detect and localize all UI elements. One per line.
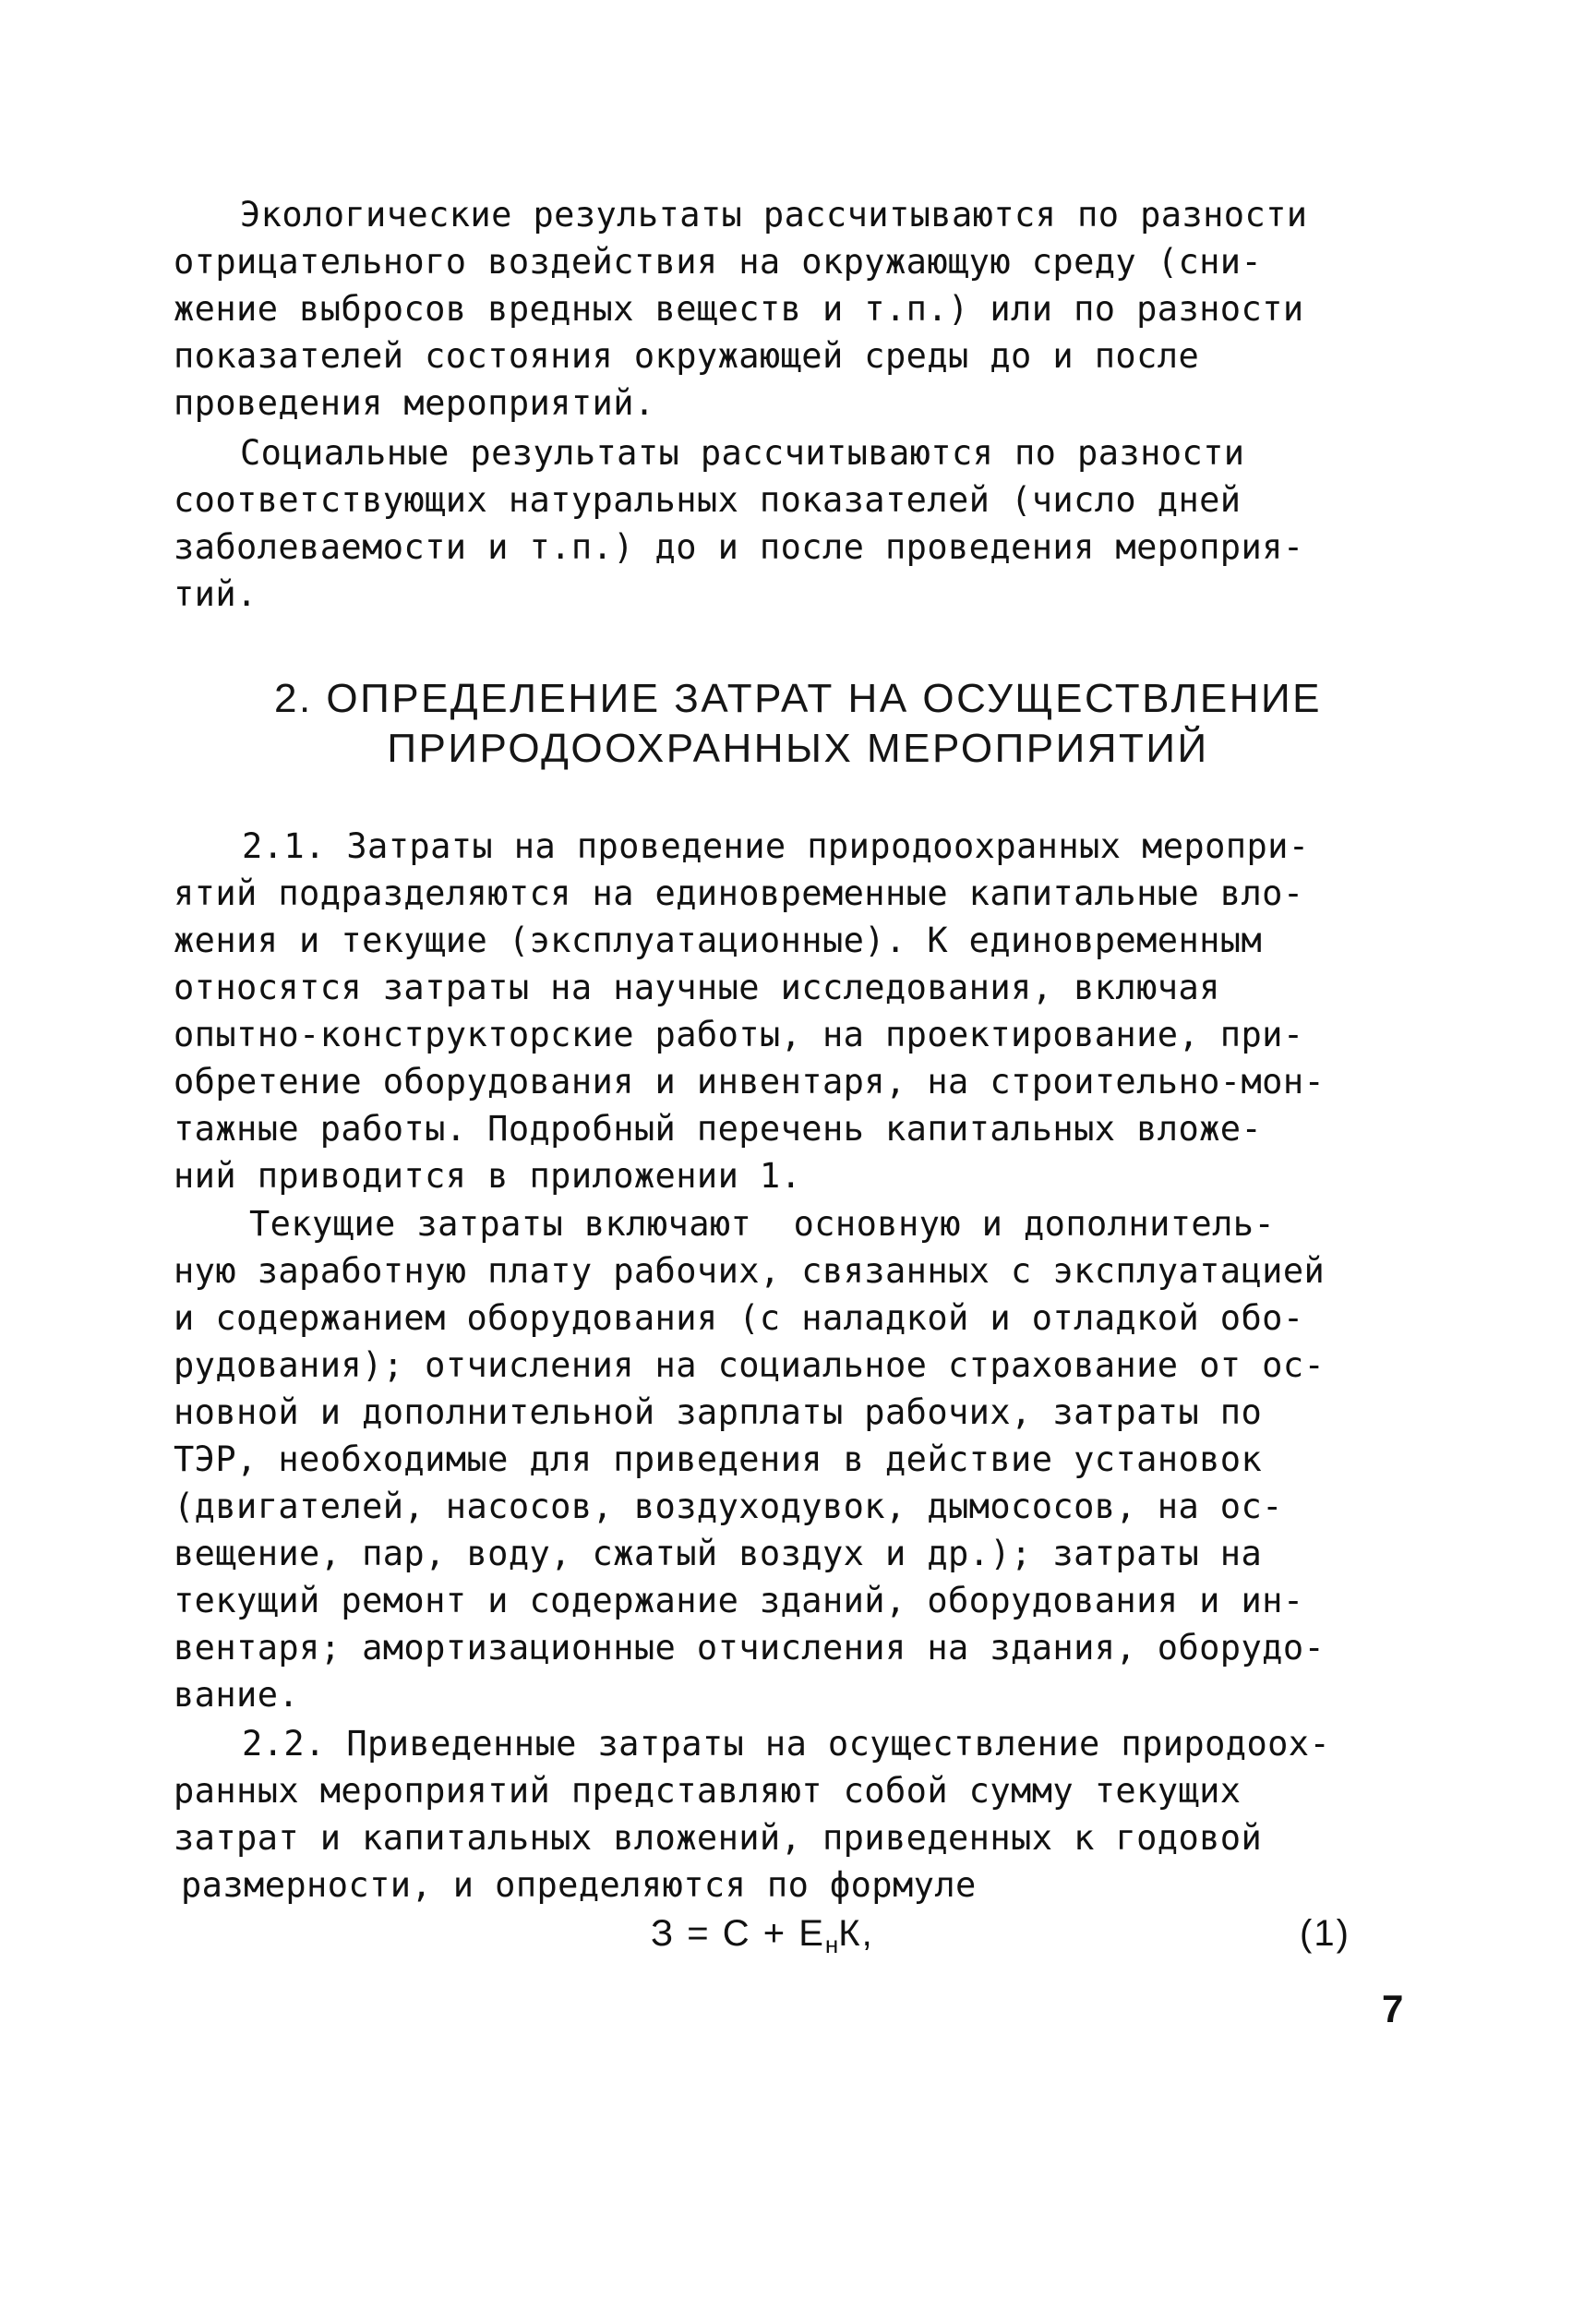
text-line: показателей состояния окружающей среды до и после xyxy=(174,336,1200,376)
text-line: жение выбросов вредных веществ и т.п.) или по разности xyxy=(174,289,1304,329)
formula-1 xyxy=(651,1908,874,1970)
text-line: вещение, пар, воду, сжатый воздух и др.); затраты на xyxy=(174,1534,1263,1573)
text-line: опытно-конструкторские работы, на проектирование, при- xyxy=(174,1015,1304,1054)
text-line: текущий ремонт и содержание зданий, оборудования и ин- xyxy=(174,1581,1304,1620)
formula-subscript: н xyxy=(824,1931,839,1958)
text-line: затрат и капитальных вложений, приведенных к годовой xyxy=(174,1818,1263,1858)
text-line: новной и дополнительной зарплаты рабочих, затраты по xyxy=(174,1392,1263,1432)
text-line: ранных мероприятий представляют собой сумму текущих xyxy=(174,1771,1242,1811)
text-line: 2.1. Затраты на проведение природоохранных меропри- xyxy=(242,826,1310,866)
text-line: тажные работы. Подробный перечень капитальных вложе- xyxy=(174,1109,1263,1149)
text-line: вание. xyxy=(174,1675,300,1715)
text-line: тий. xyxy=(174,574,258,614)
text-line: относятся затраты на научные исследования, включая xyxy=(174,968,1220,1007)
text-line: жения и текущие (эксплуатационные). К единовременным xyxy=(174,921,1263,960)
text-line: соответствующих натуральных показателей (число дней xyxy=(174,480,1242,520)
text-line: рудования); отчисления на социальное страхование от ос- xyxy=(174,1345,1326,1385)
equation-number: (1) xyxy=(1300,1913,1350,1954)
text-line: 2.2. Приведенные затраты на осуществление природоох- xyxy=(242,1724,1331,1764)
page-number: 7 xyxy=(1382,1987,1404,2030)
text-line: обретение оборудования и инвентаря, на строительно-мон- xyxy=(174,1062,1326,1102)
text-line: заболеваемости и т.п.) до и после проведения мероприя- xyxy=(174,527,1304,567)
section-heading-line-1: 2. ОПРЕДЕЛЕНИЕ ЗАТРАТ НА ОСУЩЕСТВЛЕНИЕ xyxy=(273,676,1323,721)
text-line: Текущие затраты включают основную и дополнитель- xyxy=(249,1204,1276,1244)
text-line: Социальные результаты рассчитываются по разности xyxy=(240,433,1245,473)
formula-main: З = С + Е xyxy=(651,1913,825,1954)
text-line: ТЭР, необходимые для приведения в действие установок xyxy=(174,1439,1263,1479)
text-line: отрицательного воздействия на окружающую среду (сни- xyxy=(174,242,1263,282)
text-line: ную заработную плату рабочих, связанных с эксплуатацией xyxy=(174,1251,1326,1291)
text-line: Экологические результаты рассчитываются по разности xyxy=(240,195,1308,235)
section-heading-line-2: ПРИРОДООХРАННЫХ МЕРОПРИЯТИЙ xyxy=(387,726,1209,771)
text-line: и содержанием оборудования (с наладкой и отладкой обо- xyxy=(174,1298,1304,1338)
formula-tail: К, xyxy=(838,1913,874,1954)
text-line: ний приводится в приложении 1. xyxy=(174,1156,802,1196)
text-line: размерности, и определяются по формуле xyxy=(181,1865,977,1905)
text-line: (двигателей, насосов, воздуходувок, дымососов, на ос- xyxy=(174,1487,1283,1526)
text-line: вентаря; амортизационные отчисления на здания, оборудо- xyxy=(174,1628,1326,1668)
text-line: ятий подразделяются на единовременные капитальные вло- xyxy=(174,873,1304,913)
text-line: проведения мероприятий. xyxy=(174,383,655,423)
